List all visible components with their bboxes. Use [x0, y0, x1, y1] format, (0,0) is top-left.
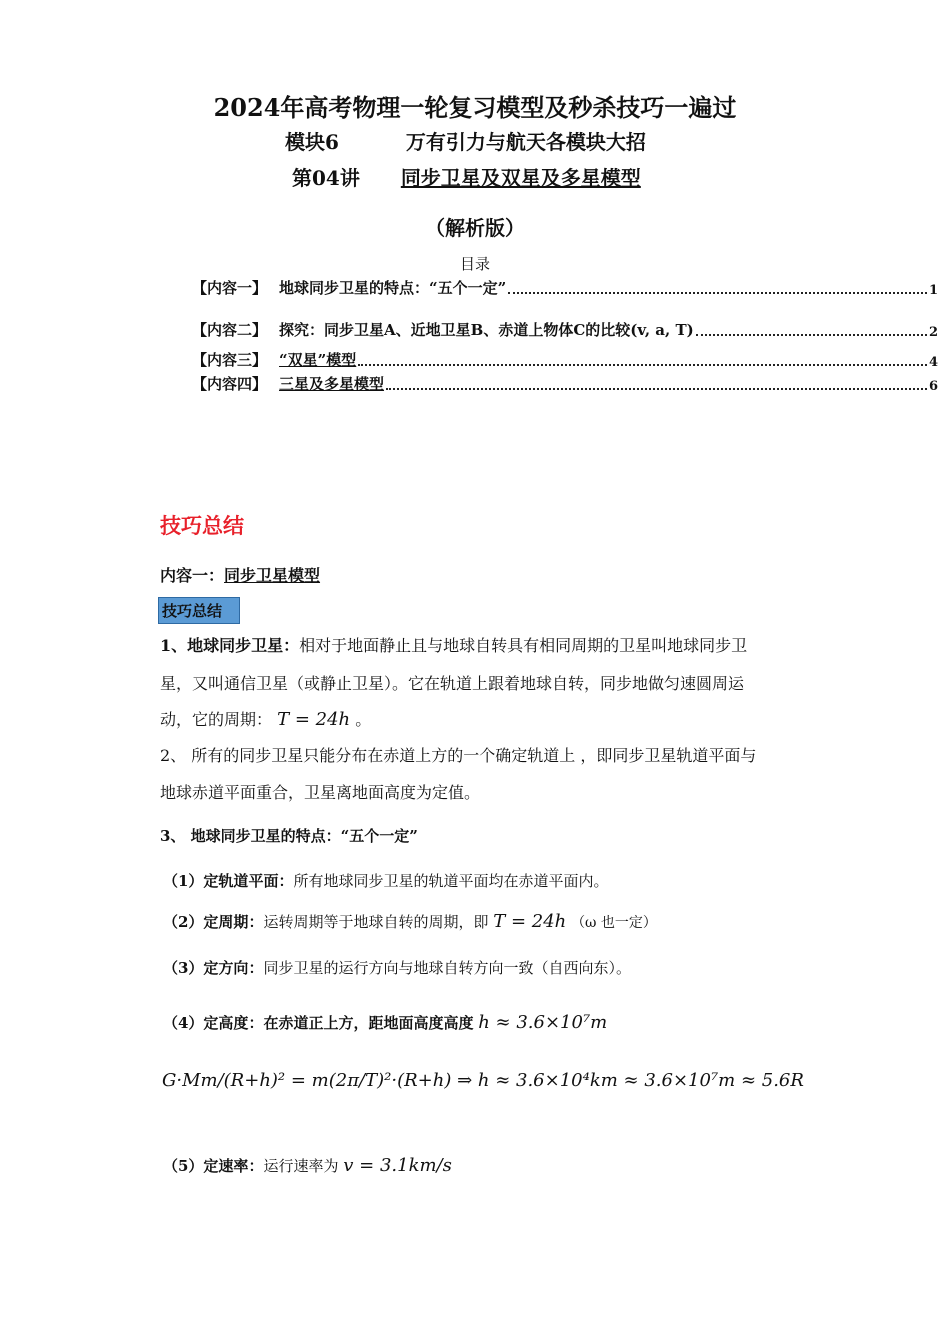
- feature-5-label: （5）定速率：: [163, 1157, 264, 1175]
- toc-item-text: 地球同步卫星的特点：“五个一定”: [279, 279, 507, 297]
- feature-1-text: 所有地球同步卫星的轨道平面均在赤道平面内。: [293, 872, 609, 890]
- toc-leader: [696, 333, 927, 336]
- feature-2-text: 运转周期等于地球自转的周期，即: [263, 913, 489, 931]
- lecture-line: [292, 162, 641, 191]
- module-line: [285, 126, 646, 155]
- paragraph-1-line-1: [160, 633, 747, 656]
- paragraph-1-text: 相对于地面静止且与地球自转具有相同周期的卫星叫地球同步卫: [299, 636, 748, 655]
- feature-4: [163, 1012, 607, 1033]
- feature-3: [163, 957, 631, 978]
- feature-5-text: 运行速率为: [263, 1157, 339, 1175]
- feature-3-label: （3）定方向：: [163, 959, 264, 977]
- toc-item-page: 1: [928, 283, 938, 298]
- toc-item[interactable]: [192, 276, 938, 298]
- feature-2-formula: T = 24h: [493, 911, 567, 932]
- toc-item-tag: 【内容二】: [192, 321, 268, 339]
- paragraph-1-line-3: [160, 707, 371, 730]
- paragraph-1-label: 1、地球同步卫星：: [160, 636, 300, 655]
- feature-1: [163, 870, 608, 891]
- paragraph-2-line-1: 2、 所有的同步卫星只能分布在赤道上方的一个确定轨道上 ，即同步卫星轨道平面与: [160, 746, 757, 765]
- toc-item-text: 探究：同步卫星A、近地卫星B、赤道上物体C的比较(v, a, T): [279, 321, 694, 339]
- feature-2-label: （2）定周期：: [163, 913, 264, 931]
- paragraph-1-line-3-post: 。: [355, 710, 372, 729]
- lecture-label: 第04讲: [292, 166, 360, 190]
- tips-box-label: [158, 597, 240, 624]
- feature-3-text: 同步卫星的运行方向与地球自转方向一致（自西向东）。: [263, 959, 631, 977]
- toc-item-page: 4: [928, 355, 938, 370]
- height-formula: h ≈ 3.6×10⁷m: [478, 1012, 608, 1033]
- toc-item[interactable]: [192, 348, 938, 370]
- subheading-link[interactable]: 同步卫星模型: [224, 566, 321, 585]
- toc-leader: [386, 387, 927, 390]
- subheading-prefix: 内容一：: [160, 566, 225, 585]
- toc-item[interactable]: [192, 372, 938, 394]
- feature-1-label: （1）定轨道平面：: [163, 872, 294, 890]
- toc-heading: 目录: [459, 255, 490, 273]
- module-name: 万有引力与航天各模块大招: [405, 130, 646, 154]
- toc-item-tag: 【内容四】: [192, 375, 268, 393]
- toc-item[interactable]: [192, 314, 938, 340]
- feature-5: [163, 1155, 452, 1176]
- tips-box-text: 技巧总结: [162, 602, 223, 620]
- document-title: 2024年高考物理一轮复习模型及秒杀技巧一遍过: [213, 93, 737, 122]
- period-formula: T = 24h: [277, 709, 351, 730]
- toc-leader: [508, 291, 927, 294]
- toc-item-page: 6: [928, 379, 938, 394]
- toc-item-tag: 【内容三】: [192, 351, 268, 369]
- toc-item-tag: 【内容一】: [192, 279, 268, 297]
- section-heading: 技巧总结: [160, 513, 244, 538]
- module-label: 模块6: [285, 130, 339, 154]
- paragraph-1-line-3-pre: 动，它的周期：: [160, 710, 273, 729]
- paragraph-1-line-2: 星，又叫通信卫星（或静止卫星）。它在轨道上跟着地球自转，同步地做匀速圆周运: [160, 674, 745, 693]
- section-subheading: [160, 563, 320, 586]
- speed-formula: v = 3.1km/s: [343, 1155, 452, 1176]
- feature-4-label: （4）定高度：在赤道正上方，距地面高度高度: [163, 1014, 474, 1032]
- toc-leader: [358, 363, 927, 366]
- feature-2-note: （ω 也一定）: [571, 915, 657, 931]
- gravity-equation: G·Mm/(R+h)² = m(2π/T)²·(R+h) ⇒ h ≈ 3.6×10⁴km ≈ 3.6×10⁷m ≈ 5.6R: [162, 1070, 804, 1091]
- feature-2: [163, 911, 657, 932]
- lecture-name: 同步卫星及双星及多星模型: [400, 166, 641, 190]
- paragraph-2-line-2: 地球赤道平面重合，卫星离地面高度为定值。: [160, 783, 481, 802]
- toc-item-text: 三星及多星模型: [279, 375, 385, 393]
- edition-label: （解析版）: [425, 216, 525, 240]
- toc-item-text: “双星”模型: [279, 351, 357, 369]
- paragraph-3: 3、 地球同步卫星的特点：“五个一定”: [160, 827, 418, 845]
- toc-item-page: 2: [928, 325, 938, 340]
